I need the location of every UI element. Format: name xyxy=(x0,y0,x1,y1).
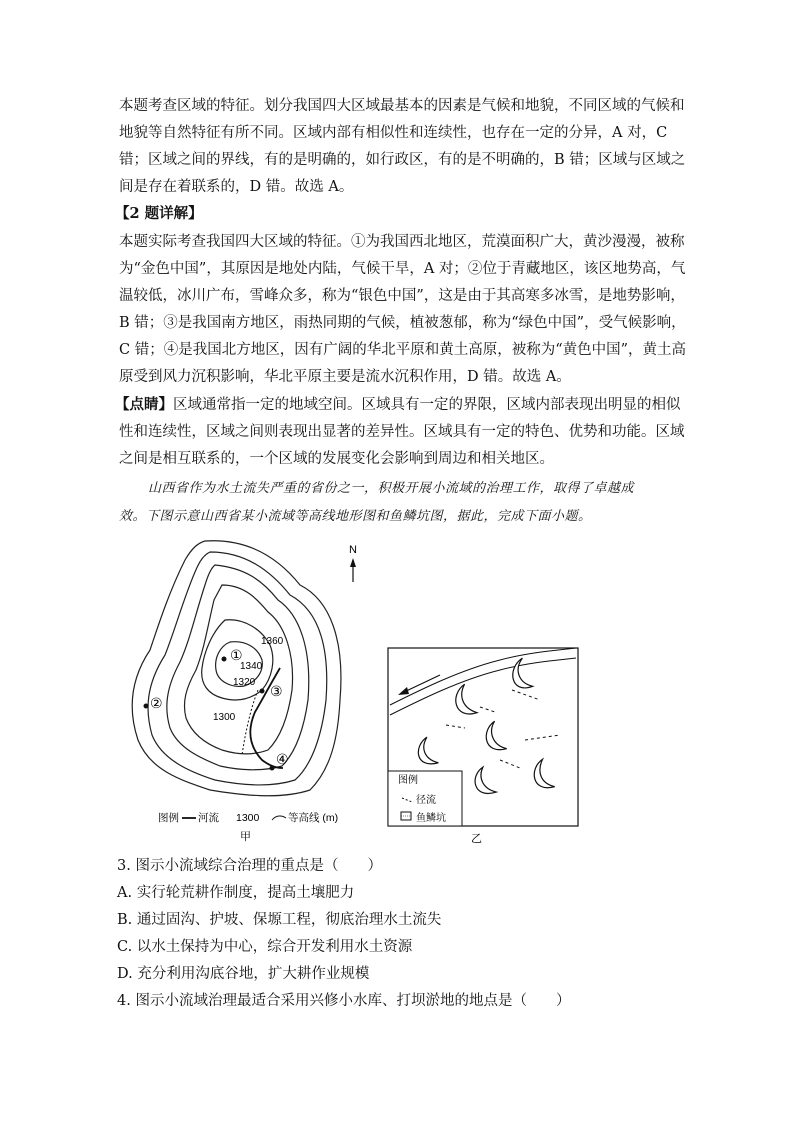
answer-text-line: 本题考查区域的特征。划分我国四大区域最基本的因素是气候和地貌，不同区域的气候和 xyxy=(119,98,685,114)
contour-label: 1320 xyxy=(233,677,256,688)
point-marker xyxy=(144,704,149,709)
map-a-caption: 甲 xyxy=(240,831,251,843)
legend-contour: 等高线 (m) xyxy=(288,812,339,824)
legend-prefix: 图例 xyxy=(158,812,179,824)
answer-text-line: C 错；④是我国北方地区，因有广阔的华北平原和黄土高原，被称为“黄色中国”，黄土高 xyxy=(119,342,687,358)
answer-text-line: 性和连续性，区域之间则表现出显著的差异性。区域具有一定的特色、优势和功能。区域 xyxy=(119,424,685,440)
basin-outline xyxy=(132,541,341,796)
point-label: ① xyxy=(230,647,243,663)
answer-text-line: 之间是相互联系的，一个区域的发展变化会影响到周边和相关地区。 xyxy=(119,451,554,467)
answer-text-line: 地貌等自然特征有所不同。区域内部有相似性和连续性，也存在一定的分异，A 对，C xyxy=(119,125,668,141)
point-marker xyxy=(222,657,227,662)
answer-text-line: 原受到风力沉积影响，华北平原主要是流水沉积作用，D 错。故选 A。 xyxy=(119,369,571,385)
question-3-option: B. 通过固沟、护坡、保塬工程，彻底治理水土流失 xyxy=(117,912,442,928)
point-label: ③ xyxy=(270,683,283,699)
question-intro-line: 效。下图示意山西省某小流域等高线地形图和鱼鳞坑图，据此，完成下面小题。 xyxy=(119,509,592,524)
answer-text-line: 温较低，冰川广布，雪峰众多，称为“银色中国”，这是由于其高寒多冰雪，是地势影响， xyxy=(119,288,685,304)
answer-text-line: 间是存在着联系的，D 错。故选 A。 xyxy=(119,179,354,195)
question-3-option: C. 以水土保持为中心，综合开发利用水土资源 xyxy=(117,939,413,955)
question-3-option: A. 实行轮荒耕作制度，提高土壤肥力 xyxy=(117,885,355,901)
answer-text-line: B 错；③是我国南方地区，雨热同期的气候，植被葱郁，称为“绿色中国”，受气候影响， xyxy=(119,315,686,331)
answer-text-line: 错；区域之间的界线，有的是明确的，如行政区，有的是不明确的，B 错；区域与区域之 xyxy=(119,152,686,168)
answer-text-line: 本题实际考查我国四大区域的特征。①为我国西北地区，荒漠面积广大，黄沙漫漫，被称 xyxy=(119,234,685,250)
question-intro-line: 山西省作为水土流失严重的省份之一，积极开展小流域的治理工作，取得了卓越成 xyxy=(148,481,635,496)
contour-label: 1340 xyxy=(240,661,263,672)
answer-text-line: 为“金色中国”，其原因是地处内陆，气候干旱，A 对；②位于青藏地区，该区地势高，气 xyxy=(119,261,686,277)
dianjing-label: 【点睛】 xyxy=(115,396,173,413)
figure-maps xyxy=(0,530,794,850)
contour-label: 1360 xyxy=(261,636,284,647)
question-3-stem: 3. 图示小流域综合治理的重点是（ ） xyxy=(117,858,382,874)
contour-label: 1300 xyxy=(213,712,236,723)
legend-runoff: 径流 xyxy=(416,795,436,806)
section-heading: 【2 题详解】 xyxy=(115,205,203,222)
north-arrow-icon xyxy=(350,558,356,582)
contour-legend-icon xyxy=(272,816,286,820)
contour-map xyxy=(132,541,341,796)
legend-title-b: 图例 xyxy=(398,775,418,786)
question-4-stem: 4. 图示小流域治理最适合采用兴修小水库、打坝淤地的地点是（ ） xyxy=(117,993,571,1009)
legend-pit: 鱼鳞坑 xyxy=(416,813,446,824)
point-marker xyxy=(270,766,275,771)
point-label: ④ xyxy=(276,751,289,767)
dianjing-line xyxy=(115,396,681,414)
point-marker xyxy=(260,689,265,694)
point-label: ② xyxy=(150,695,163,711)
question-3-option: D. 充分利用沟底谷地，扩大耕作业规模 xyxy=(117,966,370,982)
legend-river: 河流 xyxy=(198,812,219,824)
north-label: N xyxy=(349,544,357,556)
map-b-caption: 乙 xyxy=(471,833,482,845)
dianjing-text: 区域通常指一定的地域空间。区域具有一定的界限，区域内部表现出明显的相似 xyxy=(173,397,681,413)
legend-contour-value: 1300 xyxy=(236,812,260,824)
